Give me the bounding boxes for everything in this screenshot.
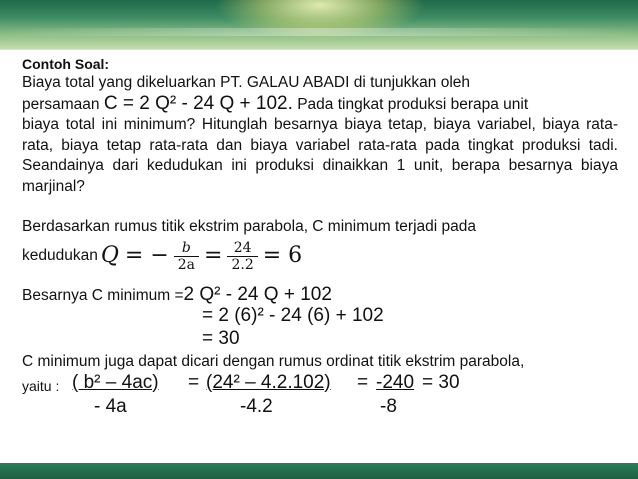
alt-numerator-3: -240 (376, 371, 415, 393)
problem-rest: Pada tingkat produksi berapa unit (292, 95, 529, 113)
formula-eq1: = − (124, 242, 169, 268)
spacer (22, 273, 618, 285)
fraction-denominator: 2.2 (227, 256, 257, 273)
fraction-24-2.2 (227, 240, 257, 273)
alt-denominator-1: - 4a (94, 395, 127, 417)
alt-numerator-2: (24² – 4.2.102) (206, 371, 331, 393)
header-banner (0, 0, 638, 50)
formula-eq2: = (204, 242, 223, 268)
fraction-denominator: 2a (174, 256, 199, 273)
fraction-numerator: b (181, 239, 191, 256)
problem-lead: persamaan (22, 95, 104, 113)
problem-line-1: Biaya total yang dikeluarkan PT. GALAU ABADI di tunjukkan oleh (22, 74, 471, 91)
footer-bar (0, 463, 638, 479)
calc-step-1: 2 Q² - 24 Q + 102 (183, 283, 332, 305)
alt-eq-2: = (357, 371, 369, 393)
slide-title: Contoh Soal: (22, 56, 110, 72)
calc-line-2 (22, 306, 618, 328)
fraction-b-2a (174, 240, 199, 273)
alt-denominator-2: -4.2 (240, 395, 273, 417)
formula-lead: kedudukan (22, 246, 98, 264)
problem-line-2 (22, 94, 618, 116)
formula-line (22, 240, 618, 273)
banner-stripe (0, 28, 638, 36)
alt-lead: yaitu : (22, 377, 60, 394)
fraction-numerator: 24 (233, 239, 252, 256)
calc-line-3 (22, 328, 618, 350)
problem-equation: C = 2 Q² - 24 Q + 102. (103, 92, 293, 114)
alt-formula-line (22, 373, 618, 397)
alt-denominator-3: -8 (380, 395, 397, 417)
formula-q: Q (100, 242, 119, 268)
calc-label: Besarnya C minimum = (22, 286, 184, 304)
alt-numerator-1: ( b² – 4ac) (72, 371, 159, 393)
spacer (22, 197, 618, 217)
formula-intro: Berdasarkan rumus titik ekstrim parabola, C minimum terjadi pada (22, 218, 476, 235)
alt-eq-1: = (188, 371, 200, 393)
formula-result: = 6 (262, 242, 303, 268)
banner-rule (0, 49, 638, 50)
alt-text: C minimum juga dapat dicari dengan rumus ordinat titik ekstrim parabola, (22, 353, 525, 370)
slide-content (22, 55, 618, 419)
alt-denominator-line (22, 397, 618, 419)
calc-step-3: = 30 (202, 328, 240, 349)
calc-step-2: = 2 (6)² - 24 (6) + 102 (202, 305, 384, 326)
alt-result: = 30 (422, 371, 460, 393)
problem-body: biaya total ini minimum? Hitunglah besarnya biaya tetap, biaya variabel, biaya rata-rata, biaya tetap rata-rata dan biaya variabel rata-rata pada tingkat produksi tadi. Seandainya dari kedudukan ini produksi dinaikkan 1 unit, berapa besarnya biaya marjinal? (22, 116, 618, 195)
calc-line-1 (22, 285, 618, 307)
